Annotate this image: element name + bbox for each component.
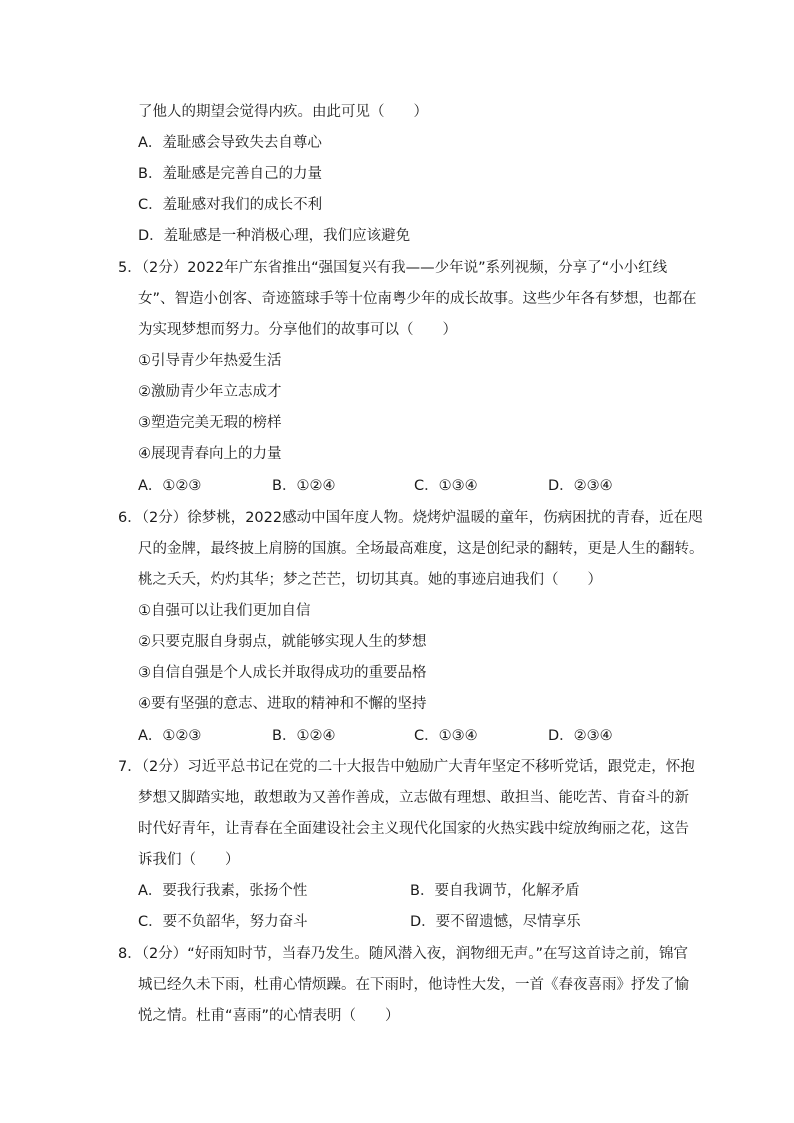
q7-stem-line-4: 诉我们（ ） <box>138 852 240 868</box>
q6-stem-line-2: 尺的金牌，最终披上肩膀的国旗。全场最高难度，这是创纪录的翻转，更是人生的翻转。 <box>138 541 704 557</box>
q7-stem-line-2: 梦想又脚踏实地，敢想敢为又善作善成，立志做有理想、敢担当、能吃苦、肯奋斗的新 <box>138 790 689 806</box>
q6-item-1: ①自强可以让我们更加自信 <box>138 603 311 619</box>
q5-item-1: ①引导青少年热爱生活 <box>138 353 282 369</box>
q8-stem-line-1: 8．（2分）“好雨知时节，当春乃发生。随风潜入夜，润物细无声。”在写这首诗之前，锦官 <box>118 946 688 962</box>
q6-choice-a[interactable]: A．①②③ <box>138 728 202 744</box>
q7-choices-row-2 <box>138 912 658 932</box>
q7-choices-row-1 <box>138 881 658 901</box>
q5-item-4: ④展现青春向上的力量 <box>138 446 282 462</box>
q8-stem-line-3: 悦之情。杜甫“喜雨”的心情表明（ ） <box>138 1008 400 1024</box>
q5-choice-b[interactable]: B．①②④ <box>272 478 336 494</box>
q5-item-3: ③塑造完美无瑕的榜样 <box>138 415 282 431</box>
q6-choices <box>138 726 658 746</box>
q6-choice-c[interactable]: C．①③④ <box>414 728 478 744</box>
q7-choice-c[interactable]: C．要不负韶华，努力奋斗 <box>138 914 308 930</box>
q5-choice-c[interactable]: C．①③④ <box>414 478 478 494</box>
q4-option-c[interactable]: C．羞耻感对我们的成长不利 <box>138 197 323 213</box>
q6-choice-d[interactable]: D．②③④ <box>548 728 613 744</box>
q5-choice-a[interactable]: A．①②③ <box>138 478 202 494</box>
q5-choice-d[interactable]: D．②③④ <box>548 478 613 494</box>
q7-choice-b[interactable]: B．要自我调节，化解矛盾 <box>410 883 580 899</box>
q5-choices <box>138 476 658 496</box>
q5-stem-line-3: 为实现梦想而努力。分享他们的故事可以（ ） <box>138 322 457 338</box>
q6-choice-b[interactable]: B．①②④ <box>272 728 336 744</box>
q7-choice-d[interactable]: D．要不留遗憾，尽情享乐 <box>410 914 581 930</box>
q6-item-4: ④要有坚强的意志、进取的精神和不懈的坚持 <box>138 696 427 712</box>
q6-stem-line-3: 桃之夭夭，灼灼其华；梦之芒芒，切切其真。她的事迹启迪我们（ ） <box>138 572 602 588</box>
q4-option-a[interactable]: A．羞耻感会导致失去自尊心 <box>138 135 322 151</box>
q6-item-3: ③自信自强是个人成长并取得成功的重要品格 <box>138 665 427 681</box>
q6-stem-line-1: 6．（2分）徐梦桃，2022感动中国年度人物。烧烤炉温暖的童年，伤病困扰的青春，近在咫 <box>118 510 703 526</box>
q5-item-2: ②激励青少年立志成才 <box>138 384 282 400</box>
q7-choice-a[interactable]: A．要我行我素，张扬个性 <box>138 883 308 899</box>
q8-stem-line-2: 城已经久未下雨，杜甫心情烦躁。在下雨时，他诗性大发，一首《春夜喜雨》抒发了愉 <box>138 977 689 993</box>
q7-stem-line-3: 时代好青年，让青春在全面建设社会主义现代化国家的火热实践中绽放绚丽之花，这告 <box>138 821 689 837</box>
q5-stem-line-2: 女”、智造小创客、奇迹篮球手等十位南粤少年的成长故事。这些少年各有梦想，也都在 <box>138 291 697 307</box>
q5-stem-line-1: 5．（2分）2022年广东省推出“强国复兴有我——少年说”系列视频，分享了“小小红线 <box>118 260 668 276</box>
q4-stem-tail: 了他人的期望会觉得内疚。由此可见（ ） <box>138 104 428 120</box>
q6-item-2: ②只要克服自身弱点，就能够实现人生的梦想 <box>138 634 427 650</box>
q4-option-d[interactable]: D．羞耻感是一种消极心理，我们应该避免 <box>138 228 411 244</box>
q7-stem-line-1: 7．（2分）习近平总书记在党的二十大报告中勉励广大青年坚定不移听党话，跟党走，怀抱 <box>118 759 695 775</box>
q4-option-b[interactable]: B．羞耻感是完善自己的力量 <box>138 166 322 182</box>
